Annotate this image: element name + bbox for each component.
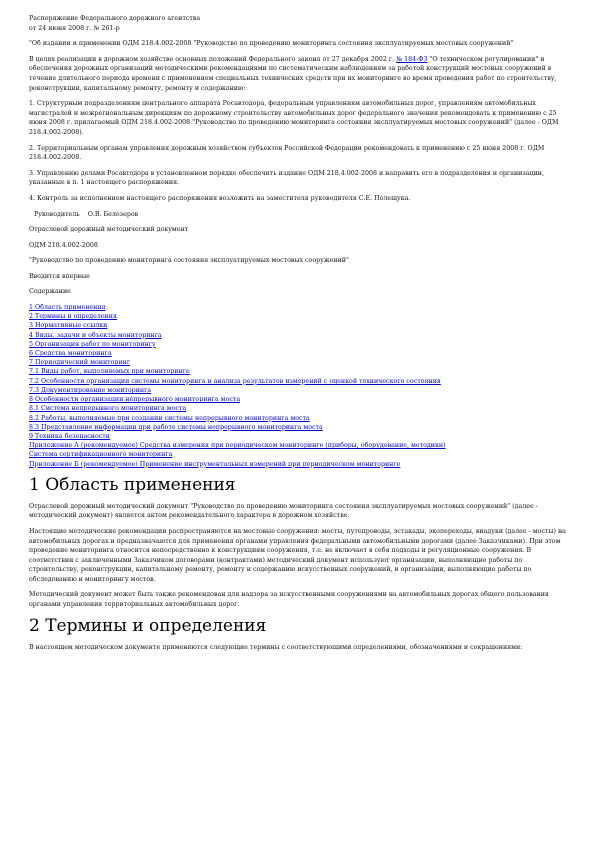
- signature-role: Руководитель: [34, 210, 80, 218]
- toc-link[interactable]: 2 Термины и определения: [29, 313, 117, 321]
- intro-first: Вводится впервые: [29, 272, 90, 280]
- toc-item: [29, 303, 567, 312]
- section-2-paragraph: В настоящем методическом документе применяются следующие термины с соответствующими определениями, обозначениями и сокращениями:: [29, 643, 523, 651]
- toc-link[interactable]: 1 Область применения: [29, 304, 106, 312]
- order-item-2: 2. Территориальным органам управления дорожным хозяйством субъектов Российской Федерации рекомендовать к применению с 25 июня 2008 г. ОДМ 218.4.002-2008.: [29, 144, 545, 162]
- order-title: "Об издании и применении ОДМ 218.4.002-2008 "Руководство по проведению мониторинга состояния эксплуатируемых мостовых сооружений": [29, 40, 514, 48]
- intro-text-before: В целях реализации в дорожном хозяйстве основных положений Федерального закона от 27 декабря 2002 г.: [29, 55, 397, 63]
- doc-title: "Руководство по проведению мониторинга состояния эксплуатируемых мостовых сооружений": [29, 257, 349, 265]
- table-of-contents: [29, 303, 567, 469]
- toc-item: [29, 450, 567, 459]
- order-item-3: 3. Управлению делами Росавтодора в установленном порядке обеспечить издание ОДМ 218.4.002-2008 и направить его в подразделения и организации, указанные в п. 1 настоящего распоряжения.: [29, 169, 545, 187]
- document-page: [29, 14, 567, 652]
- doc-type: Отраслевой дорожный методический документ: [29, 226, 189, 234]
- toc-item: [29, 404, 567, 413]
- toc-item: [29, 423, 567, 432]
- intro-text-after: "О техническом регулировании" и обеспечения дорожных организаций методическими рекомендациями по систематическим наблюдениям за работой конструкций мостовых сооружений в течение длительного периода времени с применением специальных технических средств при их мониторинге во время проведения работ по строительству, реконструкции, капитальному ремонту, ремонту и содержанию:: [29, 55, 557, 92]
- toc-item: [29, 358, 567, 367]
- toc-item: [29, 414, 567, 423]
- toc-link[interactable]: 9 Техника безопасности: [29, 432, 110, 440]
- toc-item: [29, 321, 567, 330]
- toc-link[interactable]: 8 Особенности организации непрерывного мониторинга моста: [29, 396, 241, 404]
- intro-paragraph: [29, 55, 567, 93]
- toc-link[interactable]: 7.2 Особенности организации системы мониторинга и анализа результатов измерений с оценкой технического состояния: [29, 377, 441, 385]
- toc-item: [29, 349, 567, 358]
- section-1-paragraph: Отраслевой дорожный методический документ "Руководство по проведению мониторинга состояния эксплуатируемых мостовых сооружений" (далее - методический документ) является актом рекомендательного характера в дорожном хозяйстве.: [29, 502, 538, 520]
- signature: [29, 210, 567, 220]
- toc-link[interactable]: 6 Средства мониторинга: [29, 350, 112, 358]
- toc-item: [29, 395, 567, 404]
- section-1-paragraph: Настоящие методические рекомендации распространяются на мостовые сооружения: мосты, путепроводы, эстакады, экопереходы, виадуки (далее - мосты) на автомобильных дорогах и предназначаются для применения органами управления федеральными автомобильными дорогами (далее Заказчиками). При этом проведение мониторинга относится непосредственно к конструкциям сооружения, т.е. не включает в себя подходы и регуляционные сооружения. В соответствии с заключенными Заказчиком договорами (контрактами) методический документ используют организации, выполняющие работы по строительству, реконструкции, капитальному ремонту, ремонту и содержанию искусственных сооружений, и организации, выполняющие работы по обследованию и мониторингу мостов.: [29, 527, 566, 583]
- toc-link[interactable]: 8.1 Система непрерывного мониторинга моста: [29, 405, 187, 413]
- toc-item: [29, 331, 567, 340]
- toc-link[interactable]: 8.3 Представление информации при работе системы непрерывного мониторинга моста: [29, 423, 323, 431]
- toc-link[interactable]: 7.3 Документирование мониторинга: [29, 386, 152, 394]
- signature-name: О.В. Белозеров: [87, 210, 139, 218]
- toc-item: [29, 340, 567, 349]
- order-item-1: 1. Структурным подразделениям центрального аппарата Росавтодора, федеральным управлениям автомобильных дорог, управлениям автомобильных магистралей и межрегиональным дирекциям по дорожному строительству автомобильных дорог федерального значения рекомендовать к применению с 25 июня 2008 г. прилагаемый ОДМ 218.4.002-2008 "Руководство по проведению мониторинга состояния эксплуатируемых мостовых сооружений" (далее - ОДМ 218.4.002-2008).: [29, 100, 559, 136]
- law-link[interactable]: № 184-ФЗ: [396, 55, 428, 63]
- section-1-paragraph: Методический документ может быть также рекомендован для надзора за искусственными сооружениями на автомобильных дорогах общего пользования органами управления территориальных автомобильных дорог.: [29, 591, 549, 609]
- toc-link[interactable]: Система сертификационного мониторинга: [29, 451, 173, 459]
- toc-link[interactable]: Приложение Б (рекомендуемое) Применение инструментальных измерений при периодическом мониторинге: [29, 460, 401, 468]
- section-1-heading: 1 Область применения: [29, 474, 236, 495]
- section-2-heading: 2 Термины и определения: [29, 615, 267, 636]
- toc-link[interactable]: 4 Виды, задачи и объекты мониторинга: [29, 331, 162, 339]
- order-header-line1: Распоряжение Федерального дорожного агентства: [29, 15, 201, 22]
- toc-link[interactable]: 7.1 Виды работ, выполняемых при мониторинге: [29, 368, 190, 376]
- toc-heading: Содержание: [29, 288, 71, 296]
- toc-link[interactable]: Приложение А (рекомендуемое) Средства измерения при периодическом мониторинге (приборы, оборудование, методики): [29, 442, 446, 450]
- toc-item: [29, 377, 567, 386]
- toc-link[interactable]: 3 Нормативные ссылки: [29, 322, 108, 330]
- toc-item: [29, 367, 567, 376]
- toc-item: [29, 432, 567, 441]
- toc-item: [29, 386, 567, 395]
- toc-link[interactable]: 8.2 Работы, выполняемые при создании системы непрерывного мониторинга моста: [29, 414, 310, 422]
- doc-code: ОДМ 218.4.002-2008: [29, 241, 98, 249]
- toc-item: [29, 441, 567, 450]
- toc-item: [29, 460, 567, 469]
- toc-item: [29, 312, 567, 321]
- order-item-4: 4. Контроль за исполнением настоящего распоряжения возложить на заместителя руководителя С.Е. Полещука.: [29, 194, 411, 202]
- order-header-line2: от 24 июня 2008 г. № 261-р: [29, 24, 120, 32]
- toc-link[interactable]: 7 Периодический мониторинг: [29, 359, 131, 367]
- toc-link[interactable]: 5 Организация работ по мониторингу: [29, 340, 156, 348]
